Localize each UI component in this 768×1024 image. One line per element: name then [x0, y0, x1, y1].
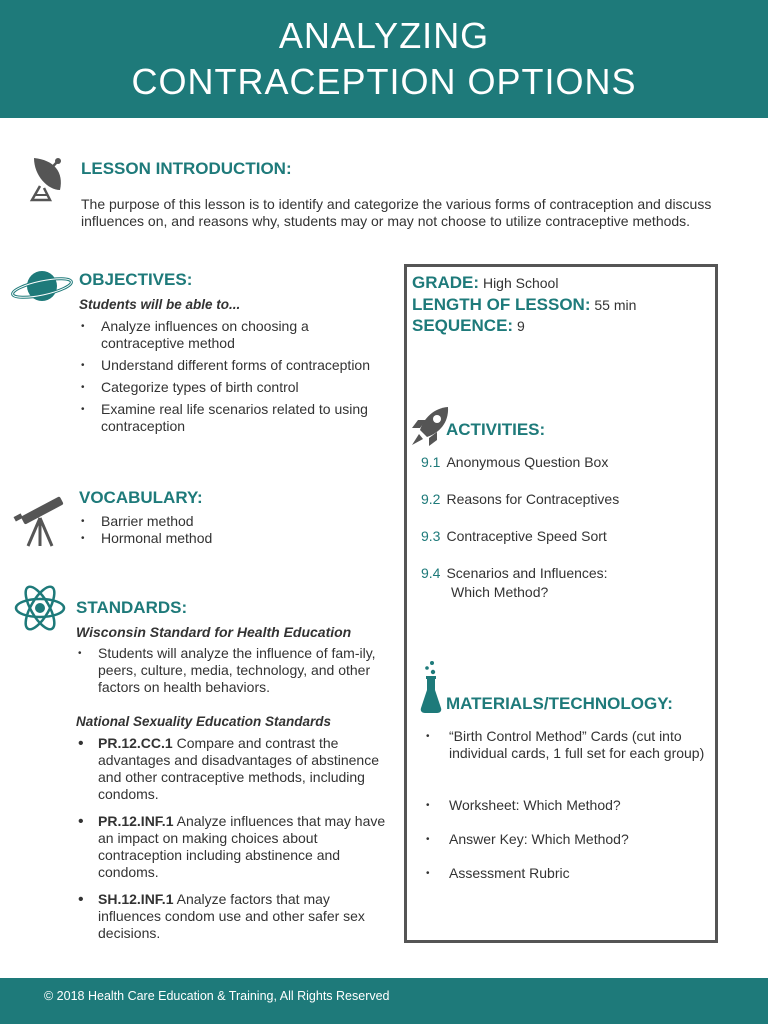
bullet-icon: •: [426, 800, 430, 811]
copyright-text: © 2018 Health Care Education & Training, All Rights Reserved: [44, 989, 390, 1003]
list-item: • Worksheet: Which Method?: [426, 797, 621, 813]
length-row: LENGTH OF LESSON: 55 min: [412, 295, 637, 314]
activity-item: 9.2 Reasons for Contraceptives: [421, 491, 620, 507]
list-item: • SH.12.INF.1 Analyze factors that may influences condom use and other safer sex decisions.: [78, 891, 365, 941]
page-title-line-2: CONTRACEPTION OPTIONS: [131, 61, 637, 102]
bullet-icon: •: [81, 404, 85, 415]
list-item: • Hormonal method: [81, 530, 213, 546]
activity-item-continuation: Which Method?: [451, 584, 549, 600]
activity-item: 9.4 Scenarios and Influences:: [421, 565, 608, 581]
wi-standard-heading: Wisconsin Standard for Health Education: [76, 624, 352, 640]
bullet-icon: •: [426, 731, 430, 742]
grade-row: GRADE: High School: [412, 273, 559, 292]
bullet-icon: •: [81, 382, 85, 393]
flask-icon: [418, 660, 444, 714]
atom-icon: [14, 579, 66, 637]
bullet-icon: •: [78, 735, 84, 752]
nses-list: [76, 735, 392, 942]
vocabulary-heading: VOCABULARY:: [79, 488, 203, 507]
list-item: • Barrier method: [81, 513, 194, 529]
nses-heading: National Sexuality Education Standards: [76, 714, 332, 729]
wi-standard-list: [76, 645, 392, 696]
bullet-icon: •: [81, 321, 85, 332]
bullet-icon: •: [426, 834, 430, 845]
list-item: • Students will analyze the influence of fam-ily, peers, culture, media, technology, and other factors on health behaviors.: [78, 645, 376, 695]
bullet-icon: •: [81, 360, 85, 371]
bullet-icon: •: [81, 533, 85, 544]
list-item: • Answer Key: Which Method?: [426, 831, 629, 847]
page-footer: [0, 978, 768, 1024]
bullet-icon: •: [426, 868, 430, 879]
page-header: [0, 0, 768, 118]
bullet-icon: •: [81, 516, 85, 527]
satellite-dish-icon: [24, 154, 68, 204]
activity-item: 9.1 Anonymous Question Box: [421, 454, 609, 470]
bullet-icon: •: [78, 648, 82, 659]
page-title-line-1: ANALYZING: [278, 15, 490, 56]
sequence-row: SEQUENCE: 9: [412, 316, 525, 335]
telescope-icon: [12, 490, 68, 548]
planet-icon: [10, 266, 74, 306]
objectives-list: [79, 318, 379, 435]
objectives-heading: OBJECTIVES:: [79, 270, 193, 289]
materials-heading: MATERIALS/TECHNOLOGY:: [446, 694, 673, 713]
intro-heading: LESSON INTRODUCTION:: [81, 159, 292, 178]
list-item: • “Birth Control Method” Cards (cut into individual cards, 1 full set for each group): [426, 728, 705, 761]
bullet-icon: •: [78, 891, 84, 908]
list-item: • Examine real life scenarios related to using contraception: [81, 401, 368, 434]
bullet-icon: •: [78, 813, 84, 830]
list-item: • Assessment Rubric: [426, 865, 570, 881]
vocabulary-list: [79, 513, 379, 547]
activities-heading: ACTIVITIES:: [446, 420, 546, 439]
activity-item: 9.3 Contraceptive Speed Sort: [421, 528, 607, 544]
list-item: • PR.12.CC.1 Compare and contrast the advantages and disadvantages of abstinence and other contraceptive methods, including condoms.: [78, 735, 379, 802]
list-item: • Analyze influences on choosing a contraceptive method: [81, 318, 309, 351]
list-item: • Categorize types of birth control: [81, 379, 299, 395]
standards-heading: STANDARDS:: [76, 598, 188, 617]
list-item: • Understand different forms of contraception: [81, 357, 371, 373]
objectives-subheading: Students will be able to...: [79, 297, 241, 312]
list-item: • PR.12.INF.1 Analyze influences that may have an impact on making choices about contraception including abstinence and condoms.: [78, 813, 386, 880]
intro-text: The purpose of this lesson is to identify and categorize the various forms of contraception and discuss influences on, and reasons why, students may or may not choose to utilize contraceptive methods.: [81, 196, 712, 229]
